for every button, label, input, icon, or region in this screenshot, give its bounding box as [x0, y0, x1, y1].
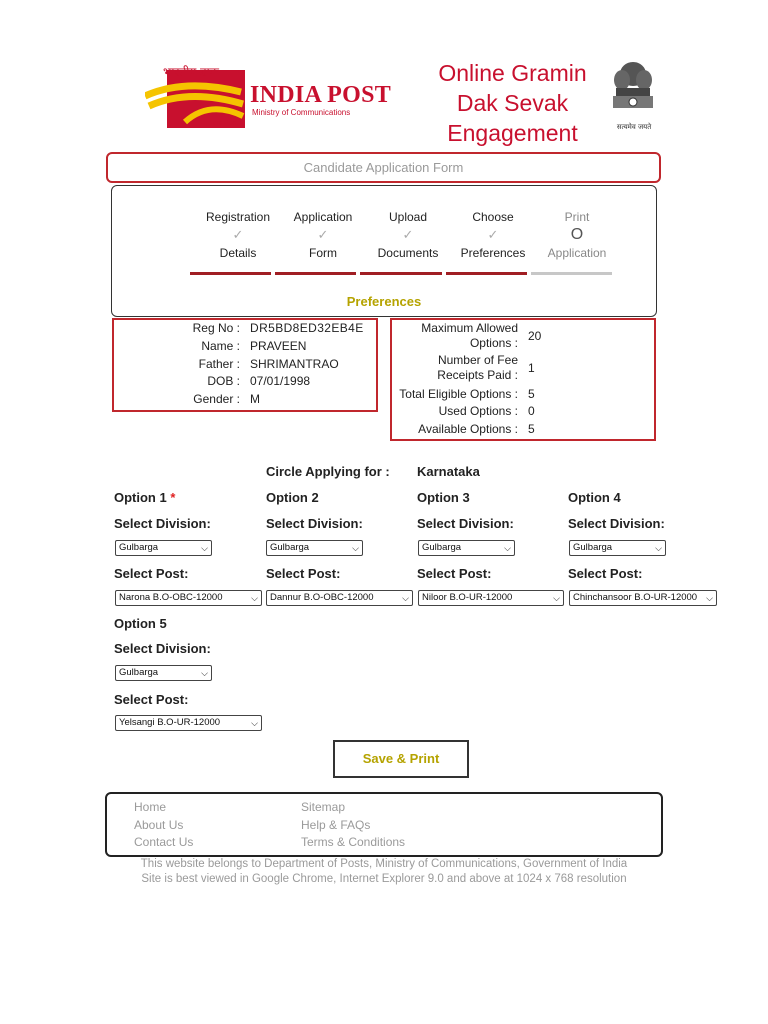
selected-value: Gulbarga	[422, 542, 462, 553]
name-label: Name :	[201, 339, 240, 353]
fee-receipts-label: Receipts Paid :	[437, 368, 518, 382]
selected-value: Yelsangi B.O-UR-12000	[119, 717, 221, 728]
footer-link-contact-us[interactable]: Contact Us	[134, 835, 194, 849]
option-2-post-select[interactable]	[266, 590, 413, 606]
check-icon: ✓	[487, 227, 499, 242]
pending-circle-icon: O	[570, 226, 584, 243]
circle-value: Karnataka	[417, 464, 480, 479]
chevron-down-icon: ⌵	[201, 543, 208, 553]
step-progress-bar	[360, 272, 442, 275]
option-1-post-select[interactable]	[115, 590, 262, 606]
step-label: Form	[309, 246, 337, 260]
option-4-post-select[interactable]	[569, 590, 717, 606]
option-5-post-select[interactable]	[115, 715, 262, 731]
total-options-label: Total Eligible Options :	[399, 387, 518, 401]
step-progress-bar	[190, 272, 271, 275]
step-upload-documents	[368, 209, 448, 261]
selected-value: Dannur B.O-OBC-12000	[270, 592, 374, 603]
site-title-line: Engagement	[447, 120, 578, 146]
option-4-heading	[568, 490, 621, 505]
gender-value: M	[250, 392, 260, 406]
footer-browser-note: Site is best viewed in Google Chrome, Internet Explorer 9.0 and above at 1024 x 768 resolution	[141, 873, 627, 885]
step-registration-details	[198, 209, 278, 261]
chevron-down-icon: ⌵	[251, 718, 258, 728]
step-label: Application	[547, 246, 607, 260]
option-1-division-select[interactable]	[115, 540, 212, 556]
footer-link-sitemap[interactable]: Sitemap	[301, 800, 346, 814]
total-options-value: 5	[528, 387, 535, 401]
name-value: PRAVEEN	[250, 339, 307, 353]
option-4-division-select[interactable]	[569, 540, 666, 556]
option-title: Option 4	[568, 490, 621, 505]
option-3-division-select[interactable]	[418, 540, 515, 556]
check-icon: ✓	[232, 227, 244, 242]
gender-label: Gender :	[193, 392, 240, 406]
step-application-form	[283, 209, 363, 261]
reg-no-value: DR5BD8ED32EB4E	[250, 321, 364, 335]
save-print-button[interactable]: Save & Print	[333, 740, 469, 778]
form-title: Candidate Application Form	[106, 152, 661, 183]
footer-link-about-us[interactable]: About Us	[134, 818, 184, 832]
fee-receipts-value: 1	[528, 361, 535, 375]
site-title-line: Online Gramin	[438, 60, 587, 86]
option-title: Option 5	[114, 616, 167, 631]
step-label: Preferences	[460, 246, 526, 260]
step-progress-bar	[531, 272, 612, 275]
option-1-heading	[114, 490, 175, 505]
footer-ownership-note: This website belongs to Department of Posts, Ministry of Communications, Government of India	[140, 858, 628, 870]
available-options-label: Available Options :	[418, 422, 518, 436]
select-post-label: Select Post:	[114, 566, 189, 581]
check-icon: ✓	[402, 227, 414, 242]
step-label: Choose	[472, 210, 514, 224]
dob-label: DOB :	[207, 374, 240, 388]
chevron-down-icon: ⌵	[504, 543, 511, 553]
selected-value: Chinchansoor B.O-UR-12000	[573, 592, 698, 603]
option-title: Option 3	[417, 490, 470, 505]
step-choose-preferences	[453, 209, 533, 261]
select-division-label: Select Division:	[568, 516, 665, 531]
father-value: SHRIMANTRAO	[250, 357, 339, 371]
select-division-label: Select Division:	[114, 641, 211, 656]
select-post-label: Select Post:	[114, 692, 189, 707]
logo-small-text: India Post	[207, 120, 239, 127]
footer-link-home[interactable]: Home	[134, 800, 167, 814]
chevron-down-icon: ⌵	[251, 593, 258, 603]
chevron-down-icon: ⌵	[655, 543, 662, 553]
chevron-down-icon: ⌵	[352, 543, 359, 553]
step-progress-bar	[275, 272, 356, 275]
option-5-heading	[114, 616, 167, 631]
used-options-label: Used Options :	[438, 404, 518, 418]
option-5-division-select[interactable]	[115, 665, 212, 681]
selected-value: Gulbarga	[119, 667, 159, 678]
circle-label: Circle Applying for :	[266, 464, 390, 479]
site-title-line: Dak Sevak	[456, 90, 569, 116]
used-options-value: 0	[528, 404, 535, 418]
selected-value: Gulbarga	[573, 542, 613, 553]
chevron-down-icon: ⌵	[201, 668, 208, 678]
step-label: Details	[219, 246, 257, 260]
max-options-label: Options :	[469, 336, 518, 350]
select-post-label: Select Post:	[417, 566, 492, 581]
father-label: Father :	[198, 357, 240, 371]
chevron-down-icon: ⌵	[402, 593, 409, 603]
step-label: Application	[293, 210, 353, 224]
logo-text: INDIA POST	[250, 82, 392, 108]
dob-value: 07/01/1998	[250, 374, 311, 388]
step-label: Print	[564, 210, 590, 224]
option-2-division-select[interactable]	[266, 540, 363, 556]
step-label: Registration	[205, 210, 271, 224]
fee-receipts-label: Number of Fee	[437, 353, 518, 367]
max-options-label: Maximum Allowed	[421, 321, 518, 335]
emblem-motto: सत्यमेव जयते	[616, 123, 652, 131]
step-print-application	[537, 209, 617, 261]
option-title: Option 2	[266, 490, 319, 505]
required-asterisk: *	[170, 490, 176, 505]
available-options-value: 5	[528, 422, 535, 436]
logo-ministry-text: Ministry of Communications	[252, 108, 351, 117]
option-3-heading	[417, 490, 470, 505]
section-label: Preferences	[346, 294, 422, 309]
select-post-label: Select Post:	[568, 566, 643, 581]
chevron-down-icon: ⌵	[706, 593, 713, 603]
reg-no-label: Reg No :	[192, 321, 240, 335]
step-label: Upload	[388, 210, 428, 224]
selected-value: Narona B.O-OBC-12000	[119, 592, 223, 603]
national-emblem-icon	[608, 58, 658, 118]
site-title	[425, 58, 600, 148]
selected-value: Gulbarga	[119, 542, 159, 553]
footer-link-terms[interactable]: Terms & Conditions	[301, 835, 406, 849]
step-progress-bar	[446, 272, 527, 275]
option-title: Option 1	[114, 490, 167, 505]
select-division-label: Select Division:	[417, 516, 514, 531]
select-post-label: Select Post:	[266, 566, 341, 581]
chevron-down-icon: ⌵	[553, 593, 560, 603]
select-division-label: Select Division:	[266, 516, 363, 531]
logo-hindi-text: भारतीय डाक	[163, 65, 219, 79]
option-3-post-select[interactable]	[418, 590, 564, 606]
selected-value: Niloor B.O-UR-12000	[422, 592, 513, 603]
check-icon: ✓	[317, 227, 329, 242]
selected-value: Gulbarga	[270, 542, 310, 553]
max-options-value: 20	[528, 329, 542, 343]
select-division-label: Select Division:	[114, 516, 211, 531]
step-label: Documents	[377, 246, 439, 260]
option-2-heading	[266, 490, 319, 505]
footer-link-help-faqs[interactable]: Help & FAQs	[301, 818, 371, 832]
